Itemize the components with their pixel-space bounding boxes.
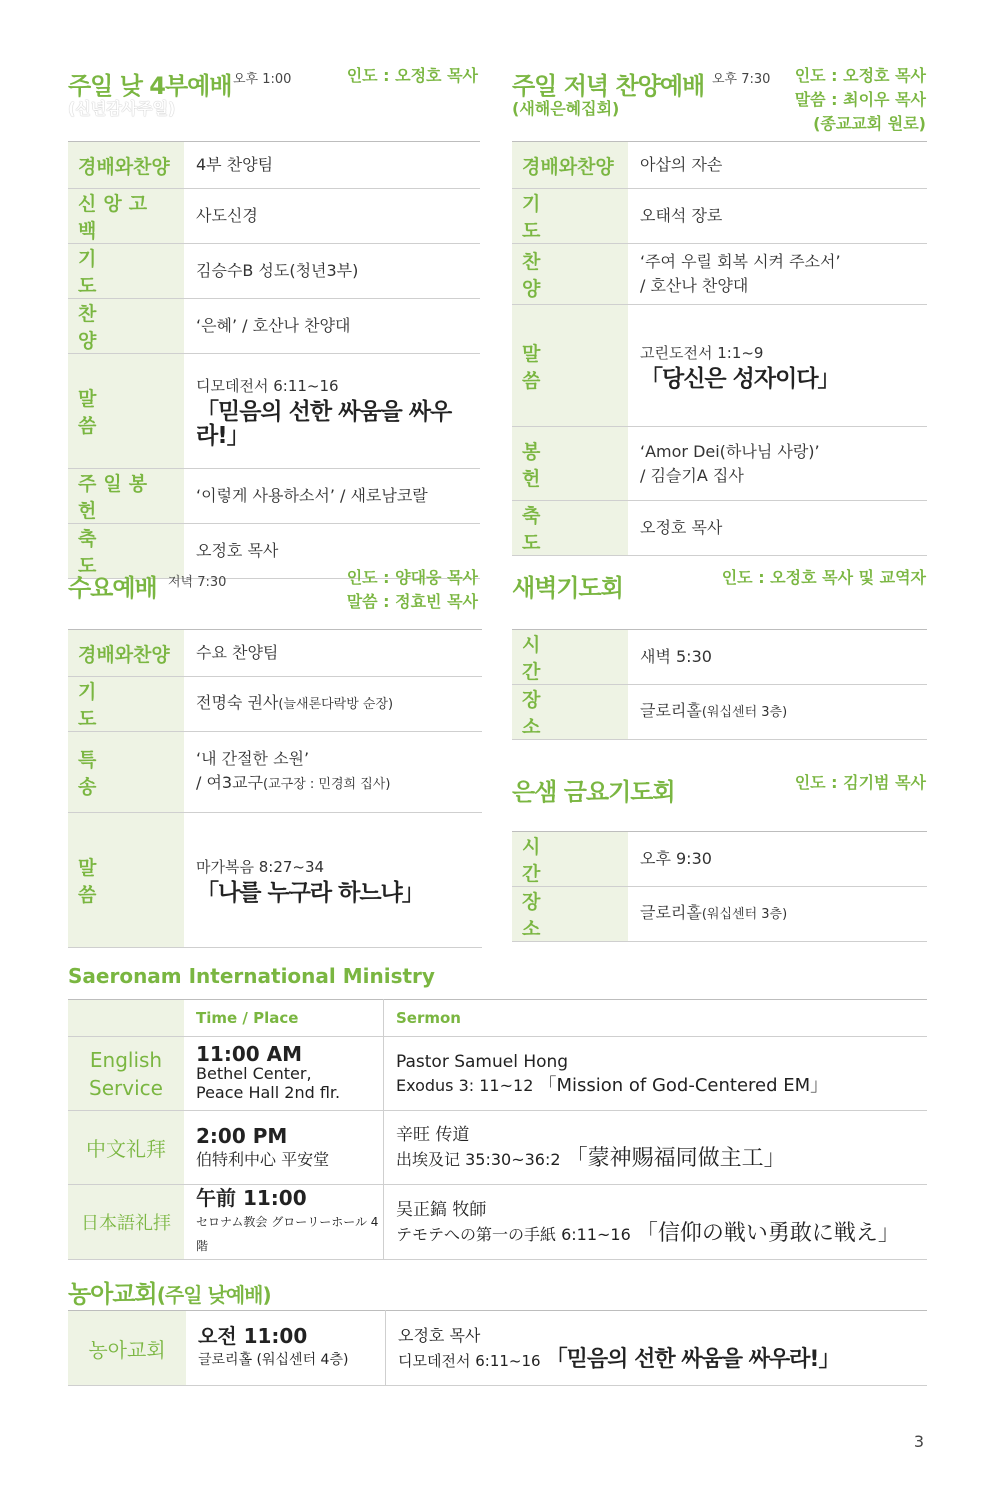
friday-leader: 인도 : 김기범 목사 [794,773,926,792]
friday-value-place: 글로리홀(워십센터 3층) [628,887,927,942]
sunday4-value-prayer: 김승수B 성도(청년3부) [184,244,480,299]
evening-leader2: 말씀 : 최이우 목사 [794,90,926,109]
intl-label-english: English Service [68,1037,184,1111]
evening-leader3: (종교교회 원로) [813,114,926,133]
evening-time: 오후 7:30 [712,72,771,87]
wednesday-leader2: 말씀 : 정효빈 목사 [346,592,478,611]
wednesday-sermon-title: 「나를 누구라 하느냐」 [196,880,424,906]
intl-sermon-chinese: 辛旺 传道 出埃及记 35:30~36:2 「蒙神赐福同做主工」 [384,1111,928,1185]
sunday4-label-praise: 경배와찬양 [68,142,184,189]
evening-leader1: 인도 : 오정호 목사 [794,66,926,85]
sunday4-leader: 인도 : 오정호 목사 [346,66,478,85]
page-number: 3 [913,1432,924,1451]
sunday4-time: 오후 1:00 [233,72,292,87]
sunday4-table [68,141,480,579]
evening-value-prayer: 오태석 장로 [628,189,927,244]
dawn-table [512,629,927,740]
evening-value-hymn: ‘주여 우릴 회복 시켜 주소서’ / 호산나 찬양대 [628,244,927,305]
wednesday-label-special: 특송 [68,732,184,813]
deaf-time-place: 오전 11:00 글로리홀 (워십센터 4층) [186,1311,386,1386]
wednesday-label-prayer: 기도 [68,677,184,732]
intl-title: Saeronam International Ministry [68,964,435,988]
wednesday-leaders [347,566,478,614]
sunday4-title: 주일 낮 4부예배 [68,72,232,100]
dawn-value-time: 새벽 5:30 [628,630,927,685]
deaf-sermon: 오정호 목사 디모데전서 6:11~16 「믿음의 선한 싸움을 싸우라!」 [386,1311,928,1386]
friday-label-time: 시간 [512,832,628,887]
evening-leaders [795,64,926,136]
intl-time-chinese: 2:00 PM 伯特利中心 平安堂 [184,1111,384,1185]
evening-sermon-ref: 고린도전서 1:1~9 [640,343,764,362]
intl-header-sermon: Sermon [384,1000,928,1037]
intl-time-english: 11:00 AM Bethel Center, Peace Hall 2nd flr. [184,1037,384,1111]
deaf-label: 농아교회 [68,1311,186,1386]
evening-label-prayer: 기도 [512,189,628,244]
friday-value-time: 오후 9:30 [628,832,927,887]
deaf-title: 농아교회(주일 낮예배) [68,1280,271,1308]
intl-sermon-japanese: 吴正鎬 牧師 テモテへの第一の手紙 6:11~16 「信仰の戦い勇敢に戦え」 [384,1185,928,1260]
evening-sermon-title: 「당신은 성자이다」 [640,365,840,392]
dawn-leader: 인도 : 오정호 목사 및 교역자 [721,568,926,587]
wednesday-time: 저녁 7:30 [168,575,227,590]
evening-label-hymn: 찬양 [512,244,628,305]
sunday4-subtitle: (신년감사주일) [68,99,176,118]
dawn-value-place: 글로리홀(워십센터 3층) [628,685,927,740]
friday-label-place: 장소 [512,887,628,942]
wednesday-title: 수요예배 [68,574,157,602]
sunday4-label-offering: 주일봉헌 [68,469,184,524]
sunday4-label-prayer: 기도 [68,244,184,299]
sunday4-sermon-title: 「믿음의 선한 싸움을 싸우라!」 [196,399,452,449]
evening-subtitle: (새해은혜집회) [512,99,620,118]
evening-value-offering: ‘Amor Dei(하나님 사랑)’ / 김슬기A 집사 [628,427,927,501]
sunday4-label-hymn: 찬양 [68,299,184,354]
sunday4-value-benediction: 오정호 목사 [184,524,480,579]
evening-title: 주일 저녁 찬양예배 [512,72,705,100]
wednesday-table [68,629,482,948]
evening-value-benediction: 오정호 목사 [628,501,927,556]
wednesday-leader1: 인도 : 양대웅 목사 [346,568,478,587]
evening-label-sermon: 말씀 [512,305,628,427]
sunday4-sermon-ref: 디모데전서 6:11~16 [196,377,339,395]
evening-value-praise: 아삽의 자손 [628,142,927,189]
intl-sermon-english: Pastor Samuel Hong Exodus 3: 11~12 「Mission of God-Centered EM」 [384,1037,928,1111]
wednesday-value-special: ‘내 간절한 소원’ / 여3교구(교구장 : 민경희 집사) [184,732,482,813]
sunday4-value-creed: 사도신경 [184,189,480,244]
evening-label-praise: 경배와찬양 [512,142,628,189]
wednesday-value-sermon [184,813,482,948]
evening-label-offering: 봉헌 [512,427,628,501]
intl-header-time: Time / Place [184,1000,384,1037]
intl-label-chinese: 中文礼拜 [68,1111,184,1185]
wednesday-label-sermon: 말씀 [68,813,184,948]
sunday4-label-benediction: 축도 [68,524,184,579]
friday-title: 은샘 금요기도회 [512,778,675,806]
friday-table [512,831,927,942]
sunday4-value-hymn: ‘은혜’ / 호산나 찬양대 [184,299,480,354]
sunday4-label-sermon: 말씀 [68,354,184,469]
intl-table [68,999,927,1260]
dawn-label-place: 장소 [512,685,628,740]
intl-time-japanese: 午前 11:00 セロナム教会 グローリーホール 4階 [184,1185,384,1260]
sunday4-label-creed: 신앙고백 [68,189,184,244]
wednesday-label-praise: 경배와찬양 [68,630,184,677]
wednesday-value-prayer: 전명숙 권사(늘새론다락방 순장) [184,677,482,732]
evening-table [512,141,927,556]
wednesday-value-praise: 수요 찬양팀 [184,630,482,677]
sunday4-value-praise: 4부 찬양팀 [184,142,480,189]
dawn-label-time: 시간 [512,630,628,685]
evening-value-sermon [628,305,927,427]
dawn-title: 새벽기도회 [512,574,623,602]
intl-header-blank [68,1000,184,1037]
wednesday-sermon-ref: 마가복음 8:27~34 [196,858,325,876]
sunday4-value-sermon [184,354,480,469]
sunday4-value-offering: ‘이렇게 사용하소서’ / 새로남코랄 [184,469,480,524]
evening-label-benediction: 축도 [512,501,628,556]
deaf-table [68,1310,927,1386]
intl-label-japanese: 日本語礼拝 [68,1185,184,1260]
